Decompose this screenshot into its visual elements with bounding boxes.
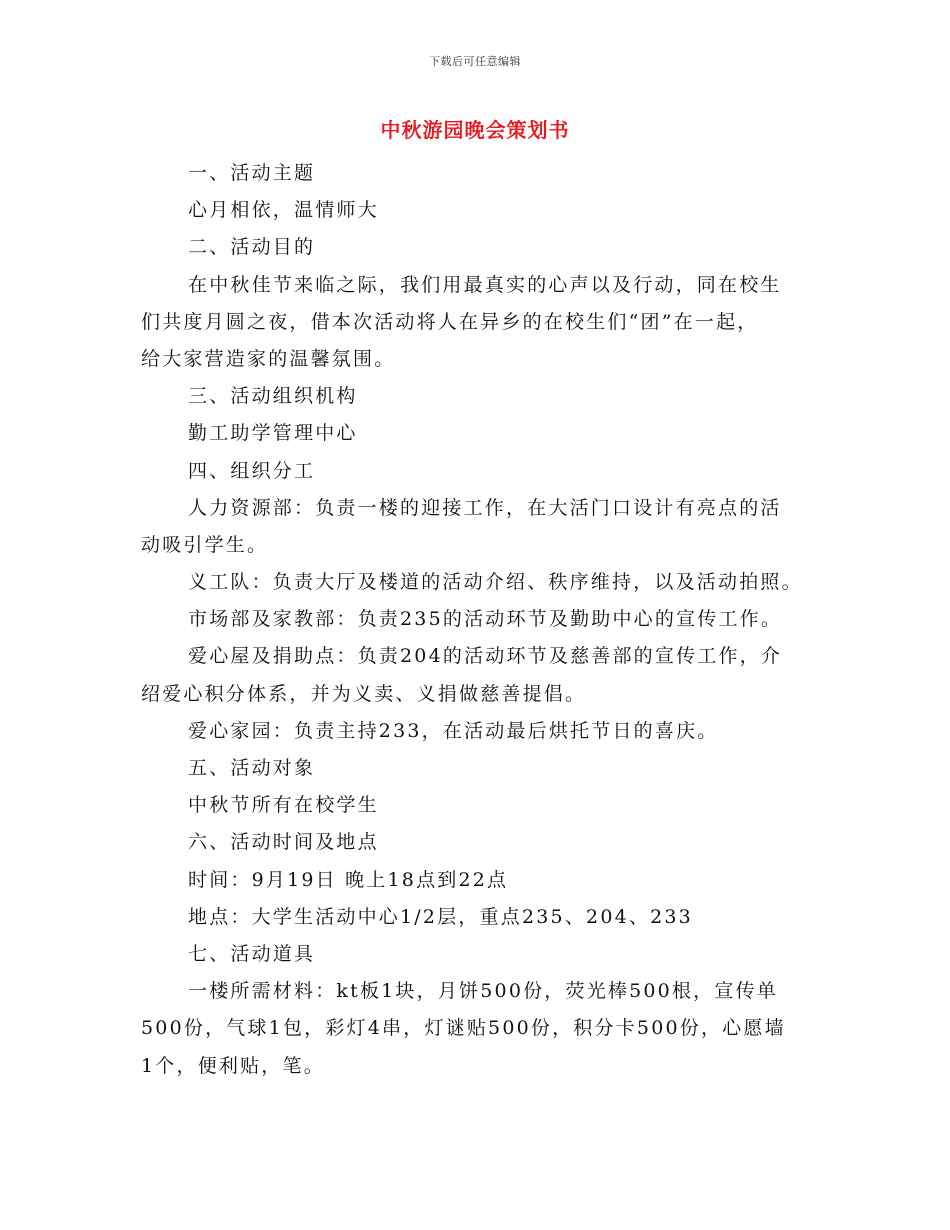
- section-heading-organization: 三、活动组织机构: [188, 385, 358, 408]
- paragraph-line: 绍爱心积分体系，并为义卖、义捐做慈善提倡。: [141, 682, 587, 705]
- section-heading-purpose: 二、活动目的: [188, 236, 316, 259]
- paragraph-line: 时间：9月19日 晚上18点到22点: [188, 868, 509, 891]
- paragraph-line: 心月相依，温情师大: [188, 199, 379, 222]
- section-heading-theme: 一、活动主题: [188, 162, 316, 184]
- paragraph-line: 们共度月圆之夜，借本次活动将人在异乡的在校生们“团”在一起，: [141, 310, 759, 333]
- paragraph-line: 中秋节所有在校学生: [188, 794, 379, 817]
- paragraph-line: 人力资源部：负责一楼的迎接工作，在大活门口设计有亮点的活: [188, 496, 782, 519]
- paragraph-line: 在中秋佳节来临之际，我们用最真实的心声以及行动，同在校生: [188, 273, 782, 296]
- section-heading-props: 七、活动道具: [188, 942, 316, 965]
- paragraph-line: 爱心屋及捐助点：负责204的活动环节及慈善部的宣传工作，介: [188, 645, 783, 668]
- paragraph-line: 给大家营造家的温馨氛围。: [141, 347, 396, 370]
- paragraph-line: 市场部及家教部：负责235的活动环节及勤助中心的宣传工作。: [188, 608, 783, 631]
- paragraph-line: 一楼所需材料：kt板1块，月饼500份，荧光棒500根，宣传单: [188, 980, 778, 1003]
- header-note: 下载后可任意编辑: [429, 55, 521, 68]
- paragraph-line: 义工队：负责大厅及楼道的活动介绍、秩序维持，以及活动拍照。: [188, 571, 803, 594]
- paragraph-line: 动吸引学生。: [141, 533, 269, 556]
- paragraph-line: 勤工助学管理中心: [188, 422, 358, 445]
- document-body: [141, 155, 813, 1085]
- paragraph-line: 1个，便利贴，笔。: [141, 1054, 325, 1077]
- paragraph-line: 500份，气球1包，彩灯4串，灯谜贴500份，积分卡500份，心愿墙: [141, 1017, 786, 1040]
- section-heading-division: 四、组织分工: [188, 459, 316, 482]
- section-heading-audience: 五、活动对象: [188, 757, 316, 779]
- document-title: 中秋游园晚会策划书: [380, 118, 570, 142]
- paragraph-line: 地点：大学生活动中心1/2层，重点235、204、233: [188, 905, 693, 928]
- section-heading-time-place: 六、活动时间及地点: [188, 831, 379, 854]
- paragraph-line: 爱心家园：负责主持233，在活动最后烘托节日的喜庆。: [188, 719, 719, 742]
